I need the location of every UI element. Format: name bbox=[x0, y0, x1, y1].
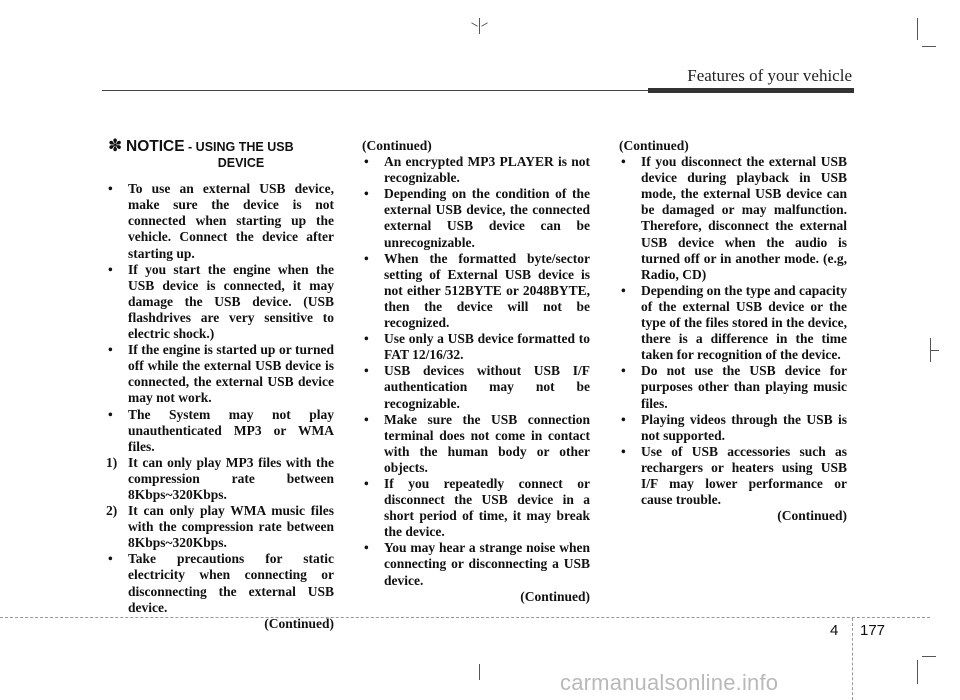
notice-title: NOTICE bbox=[126, 138, 185, 155]
list-item-text: Depending on the type and capacity of the external USB device or the type of the files stored in the device, there is a difference in the time taken for recognition of the device. bbox=[641, 282, 847, 363]
bullet-icon: • bbox=[621, 443, 626, 459]
list-item-text: You may hear a strange noise when connecting or disconnecting a USB device. bbox=[384, 540, 590, 588]
list-item-text: USB devices without USB I/F authentication may not be recognizable. bbox=[384, 363, 590, 411]
list-item bbox=[619, 154, 847, 283]
crop-mark bbox=[481, 22, 488, 26]
bullet-icon: • bbox=[364, 475, 369, 491]
list-item bbox=[619, 412, 847, 444]
list-item-text: It can only play MP3 files with the compression rate between 8Kbps~320Kbps. bbox=[128, 454, 334, 502]
bullet-icon: • bbox=[364, 250, 369, 266]
list-item bbox=[106, 551, 334, 615]
list-item bbox=[106, 455, 334, 503]
watermark: carmanualsonline.info bbox=[560, 670, 779, 695]
list-item-text: If you repeatedly connect or disconnect the USB device in a short period of time, it may break the device. bbox=[384, 475, 590, 540]
bullet-icon: • bbox=[621, 363, 626, 379]
list-item bbox=[106, 342, 334, 406]
list-item bbox=[362, 331, 590, 363]
list-item bbox=[362, 363, 590, 411]
notice-subtitle-line2: DEVICE bbox=[217, 156, 265, 171]
column-3 bbox=[619, 138, 847, 524]
bullet-icon: • bbox=[364, 540, 369, 556]
bullet-icon: • bbox=[364, 154, 369, 170]
crop-mark bbox=[479, 664, 480, 680]
bullet-icon: • bbox=[621, 154, 626, 170]
section-number: 4 bbox=[830, 622, 839, 639]
bullet-icon: • bbox=[364, 363, 369, 379]
bullet-icon: • bbox=[108, 406, 113, 422]
bullet-icon: • bbox=[108, 342, 113, 358]
notice-subtitle: - USING THE USB bbox=[184, 140, 294, 154]
col2-list bbox=[362, 154, 590, 589]
bullet-icon: • bbox=[364, 411, 369, 427]
list-item bbox=[619, 283, 847, 363]
notice-star-icon: ✽ bbox=[108, 136, 123, 155]
page-number: 177 bbox=[860, 622, 886, 639]
column-2 bbox=[362, 138, 590, 605]
list-item-text: An encrypted MP3 PLAYER is not recognizable. bbox=[384, 154, 590, 186]
list-item bbox=[619, 444, 847, 508]
bullet-icon: • bbox=[621, 411, 626, 427]
list-item bbox=[362, 186, 590, 250]
bullet-icon: • bbox=[364, 331, 369, 347]
continued-label: (Continued) bbox=[264, 615, 334, 631]
list-item-text: Playing videos through the USB is not supported. bbox=[641, 411, 847, 443]
list-item bbox=[619, 363, 847, 411]
header-bar bbox=[648, 88, 854, 93]
list-item bbox=[362, 476, 590, 540]
continued-label: (Continued) bbox=[362, 138, 432, 153]
continued-label: (Continued) bbox=[777, 508, 847, 524]
column-1 bbox=[106, 138, 334, 632]
list-item bbox=[106, 503, 334, 551]
crop-mark bbox=[917, 660, 918, 684]
list-item-text: If you start the engine when the USB device is connected, it may damage the USB device. (USB flashdrives are very sensitive to electric shock.) bbox=[128, 261, 334, 342]
list-item bbox=[106, 262, 334, 342]
list-item-text: If you disconnect the external USB device during playback in USB mode, the external USB device can be damaged or may malfunction. Therefore, disconnect the external USB device when the audio is turned off or in another mode. (e.g, Radio, CD) bbox=[641, 154, 847, 282]
list-number: 1) bbox=[106, 454, 118, 470]
bullet-icon: • bbox=[108, 181, 113, 197]
list-item-text: Do not use the USB device for purposes other than playing music files. bbox=[641, 363, 847, 411]
crop-mark bbox=[922, 656, 936, 657]
list-item-text: Depending on the condition of the external USB device, the connected external USB device can be unrecognizable. bbox=[384, 186, 590, 250]
list-item-text: Take precautions for static electricity when connecting or disconnecting the external USB device. bbox=[128, 551, 334, 615]
list-item bbox=[362, 412, 590, 476]
footer-rule bbox=[0, 617, 930, 618]
list-item-text: If the engine is started up or turned off while the external USB device is connected, the external USB device may not work. bbox=[128, 342, 334, 406]
list-item bbox=[362, 251, 590, 331]
footer-divider bbox=[852, 618, 853, 700]
bullet-icon: • bbox=[364, 186, 369, 202]
list-item-text: Make sure the USB connection terminal does not come in contact with the human body or other objects. bbox=[384, 411, 590, 475]
list-item-text: Use only a USB device formatted to FAT 12/16/32. bbox=[384, 331, 590, 363]
list-item-text: Use of USB accessories such as rechargers or heaters using USB I/F may lower performance or cause trouble. bbox=[641, 443, 847, 508]
list-item bbox=[362, 154, 590, 186]
list-item-text: To use an external USB device, make sure the device is not connected when starting up the vehicle. Connect the device after starting up. bbox=[128, 181, 334, 261]
bullet-icon: • bbox=[108, 551, 113, 567]
bullet-icon: • bbox=[108, 261, 113, 277]
continued-label: (Continued) bbox=[520, 588, 590, 604]
list-item bbox=[106, 407, 334, 455]
list-item-text: The System may not play unauthenticated MP3 or WMA files. bbox=[128, 406, 334, 454]
bullet-icon: • bbox=[621, 282, 626, 298]
crop-mark bbox=[917, 18, 918, 40]
crop-mark bbox=[471, 22, 478, 26]
notice-heading bbox=[106, 138, 334, 171]
crop-mark bbox=[931, 350, 939, 351]
running-header: Features of your vehicle bbox=[687, 66, 852, 85]
list-item bbox=[106, 181, 334, 261]
list-item-text: It can only play WMA music files with the compression rate between 8Kbps~320Kbps. bbox=[128, 503, 334, 551]
list-item-text: When the formatted byte/sector setting of External USB device is not either 512BYTE or 2048BYTE, then the device will not be recognized. bbox=[384, 250, 590, 331]
crop-mark bbox=[479, 18, 480, 34]
continued-label: (Continued) bbox=[619, 138, 689, 153]
col3-list bbox=[619, 154, 847, 508]
crop-mark bbox=[922, 46, 936, 47]
list-number: 2) bbox=[106, 503, 118, 519]
col1-list bbox=[106, 181, 334, 616]
list-item bbox=[362, 540, 590, 588]
